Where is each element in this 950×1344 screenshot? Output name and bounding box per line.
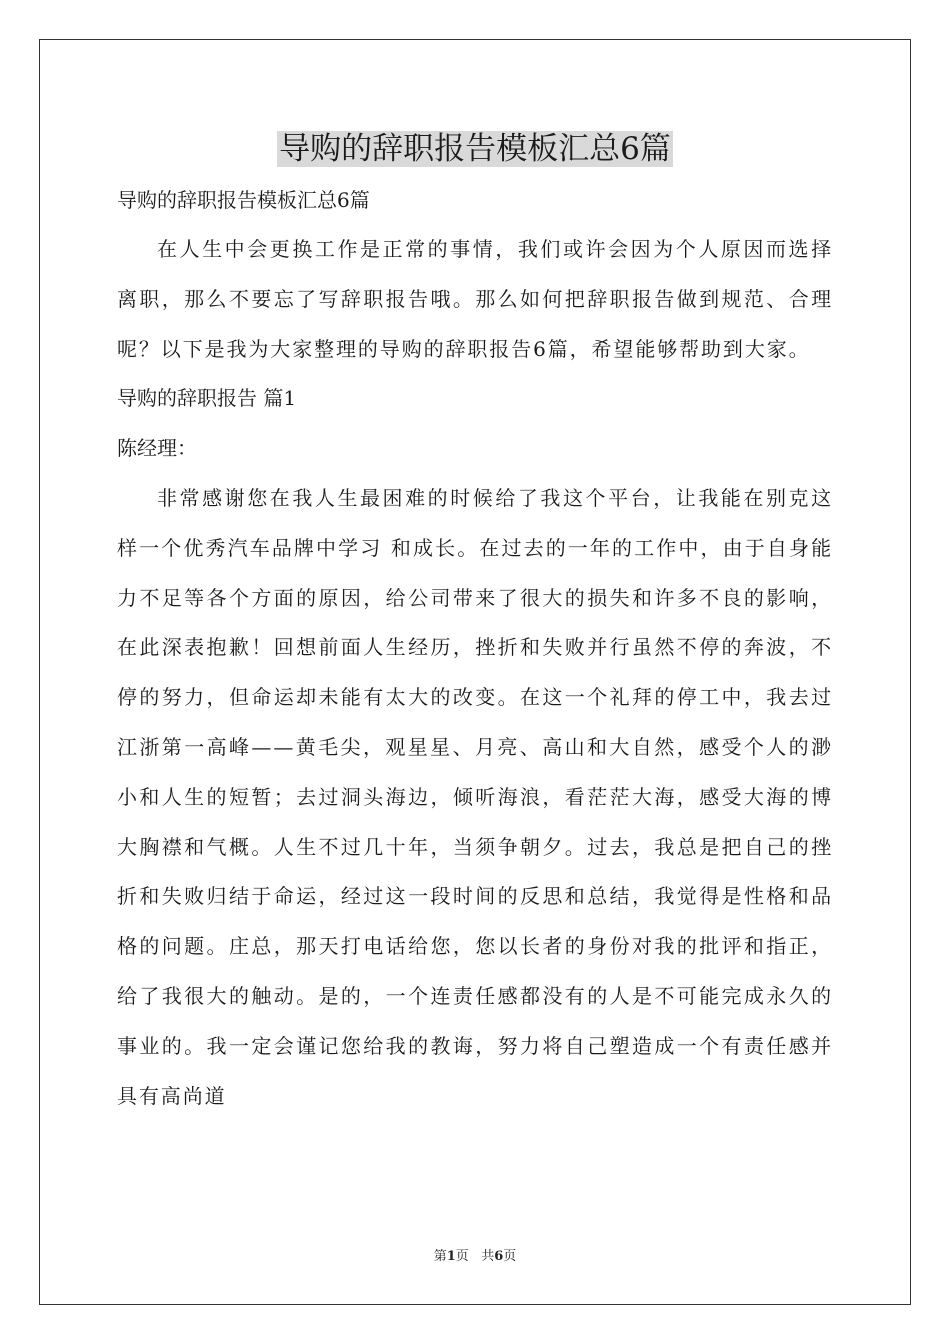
page-prefix: 第 — [433, 1249, 447, 1264]
total-suffix: 页 — [503, 1249, 517, 1264]
document-body — [117, 183, 833, 1121]
page-number: 1 — [446, 1249, 456, 1264]
total-prefix: 共 — [481, 1249, 495, 1264]
page-suffix: 页 — [455, 1249, 469, 1264]
salutation: 陈经理： — [117, 436, 197, 461]
document-title-text: 导购的辞职报告模板汇总6篇 — [279, 131, 671, 167]
document-title — [0, 128, 950, 170]
document-subtitle: 导购的辞职报告模板汇总6篇 — [117, 188, 370, 212]
section-heading: 导购的辞职报告 篇1 — [117, 386, 297, 411]
intro-paragraph: 在人生中会更换工作是正常的事情，我们或许会因为个人原因而选择离职，那么不要忘了写辞职报告哦。那么如何把辞职报告做到规范、合理呢？以下是我为大家整理的导购的辞职报告6篇，希望能够帮助到大家。 — [117, 237, 833, 361]
page-footer — [0, 1248, 950, 1266]
total-pages: 6 — [494, 1249, 504, 1264]
body-paragraph: 非常感谢您在我人生最困难的时候给了我这个平台，让我能在别克这样一个优秀汽车品牌中学习 和成长。在过去的一年的工作中，由于自身能力不足等各个方面的原因，给公司带来了很大的损失和许多不良的影响，在此深表抱歉！回想前面人生经历，挫折和失败并行虽然不停的奔波，不停的努力，但命运却未能有太大的改变。在这一个礼拜的停工中，我去过江浙第一高峰——黄毛尖，观星星、月亮、高山和大自然，感受个人的渺小和人生的短暂；去过洞头海边，倾听海浪，看茫茫大海，感受大海的博大胸襟和气概。人生不过几十年，当须争朝夕。过去，我总是把自己的挫折和失败归结于命运，经过这一段时间的反思和总结，我觉得是性格和品格的问题。庄总，那天打电话给您，您以长者的身份对我的批评和指正，给了我很大的触动。是的，一个连责任感都没有的人是不可能完成永久的事业的。我一定会谨记您给我的教诲，努力将自己塑造成一个有责任感并具有高尚道 — [117, 485, 833, 1108]
